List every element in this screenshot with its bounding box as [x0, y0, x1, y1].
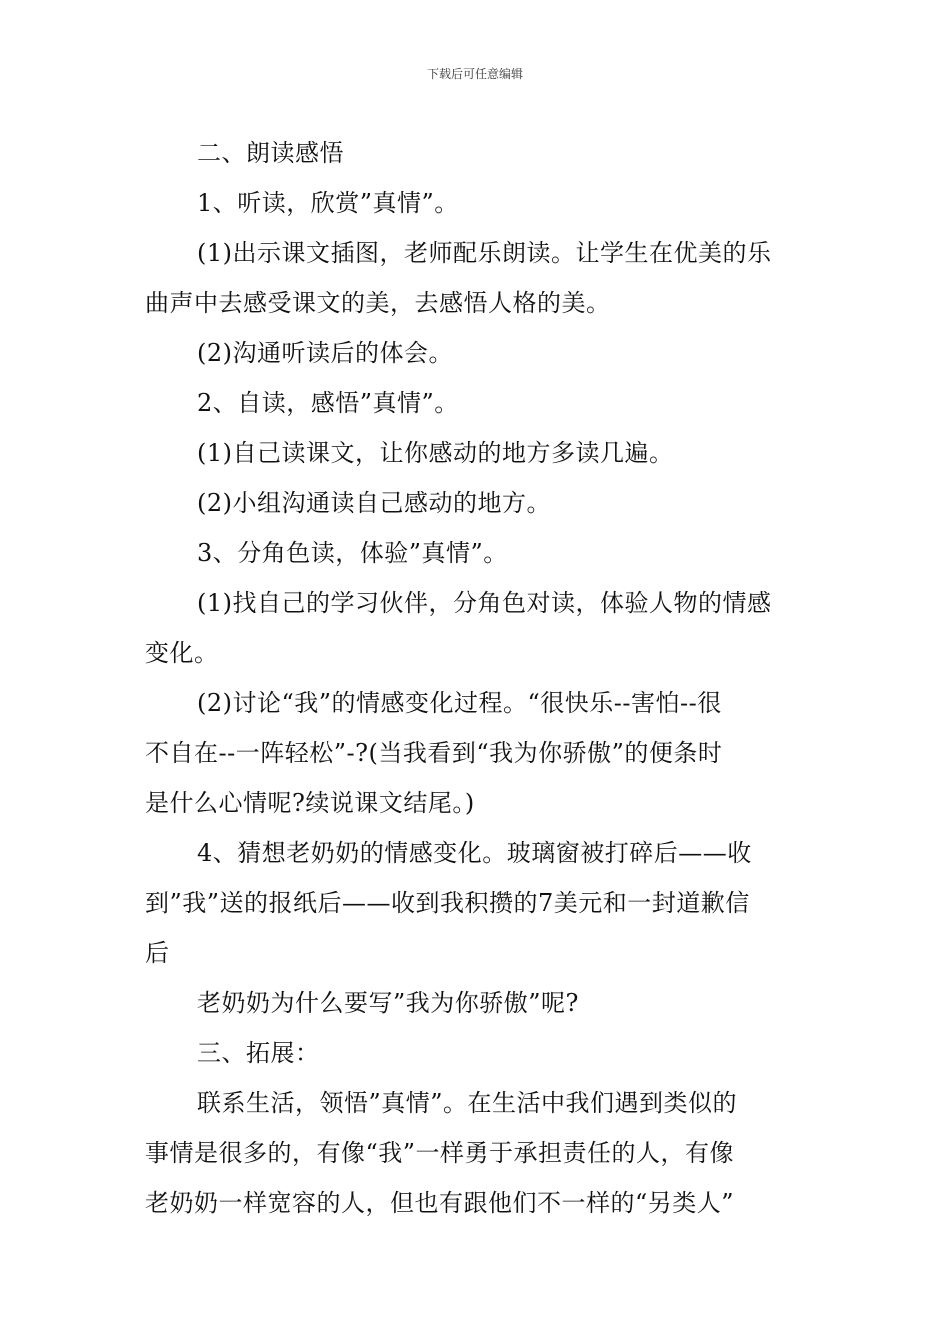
paragraph-line: 变化。	[145, 639, 219, 667]
document-body	[145, 128, 810, 1228]
paragraph-line: 4、猜想老奶奶的情感变化。玻璃窗被打碎后——收	[197, 839, 752, 867]
paragraph-line: 老奶奶一样宽容的人，但也有跟他们不一样的“另类人”	[145, 1189, 735, 1217]
paragraph-line: 老奶奶为什么要写”我为你骄傲”呢?	[197, 989, 579, 1017]
paragraph-line: 事情是很多的，有像“我”一样勇于承担责任的人，有像	[145, 1139, 735, 1167]
paragraph-line: 1、听读，欣赏”真情”。	[197, 189, 459, 217]
paragraph-line: (1)出示课文插图，老师配乐朗读。让学生在优美的乐	[197, 239, 772, 267]
paragraph-line: 到”我”送的报纸后——收到我积攒的7美元和一封道歉信	[145, 889, 750, 917]
page-header: 下载后可任意编辑	[426, 67, 523, 81]
paragraph-line: (2)小组沟通读自己感动的地方。	[197, 489, 551, 517]
paragraph-line: 联系生活，领悟”真情”。在生活中我们遇到类似的	[197, 1089, 738, 1117]
paragraph-line: (2)讨论“我”的情感变化过程。“很快乐--害怕--很	[197, 689, 722, 717]
paragraph-line: 不自在--一阵轻松”-?(当我看到“我为你骄傲”的便条时	[145, 739, 723, 767]
paragraph-line: 3、分角色读，体验”真情”。	[197, 539, 508, 567]
paragraph-line: (1)自己读课文，让你感动的地方多读几遍。	[197, 439, 674, 467]
paragraph-line: 后	[145, 939, 170, 967]
paragraph-line: 是什么心情呢?续说课文结尾。)	[145, 789, 475, 817]
paragraph-line: (2)沟通听读后的体会。	[197, 339, 453, 367]
paragraph-line: 曲声中去感受课文的美，去感悟人格的美。	[145, 289, 611, 317]
section-heading: 二、朗读感悟	[197, 139, 344, 167]
paragraph-line: 2、自读，感悟”真情”。	[197, 389, 459, 417]
paragraph-line: (1)找自己的学习伙伴，分角色对读，体验人物的情感	[197, 589, 772, 617]
section-heading: 三、拓展：	[197, 1039, 320, 1067]
